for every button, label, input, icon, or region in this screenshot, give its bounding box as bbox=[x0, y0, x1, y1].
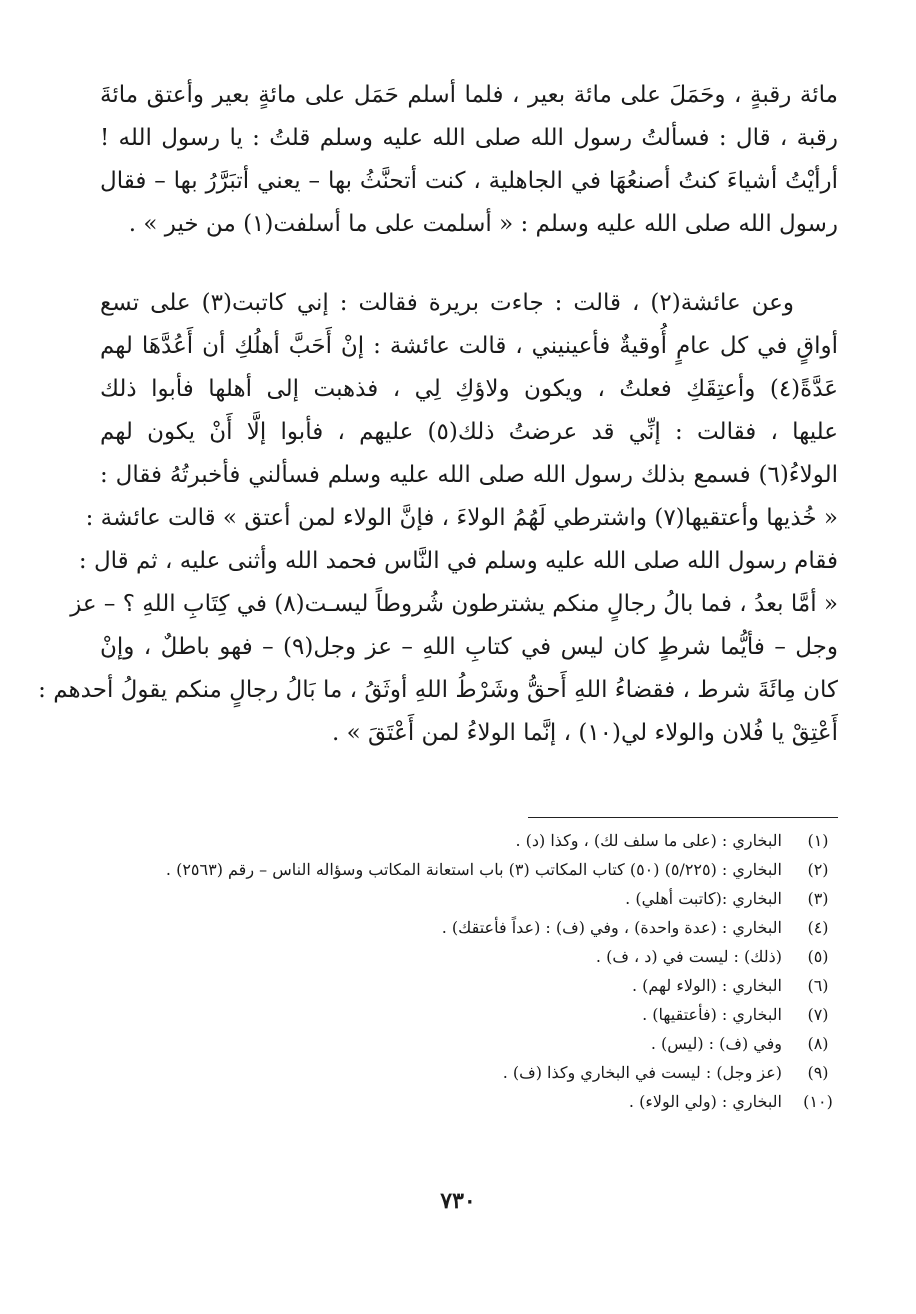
text-line: رقبة ، قال : فسألتُ رسول الله صلى الله عليه وسلم قلتُ : يا رسول الله ! bbox=[100, 125, 838, 151]
text-line: « أمَّا بعدُ ، فما بالُ رجالٍ منكم يشترطون شُروطاً ليسـت(٨) في كِتَابِ اللهِ ؟ – عز bbox=[70, 591, 838, 617]
footnote bbox=[100, 855, 840, 884]
paragraph-1 bbox=[100, 74, 838, 246]
text-line: مائة رقبةٍ ، وحَمَلَ على مائة بعير ، فلما أسلم حَمَل على مائةٍ بعير وأعتق مائةَ bbox=[100, 82, 838, 108]
footnote bbox=[100, 884, 840, 913]
page-number: ٧٣٠ bbox=[440, 1188, 476, 1214]
text-line: كان مِائَةَ شرط ، فقضاءُ اللهِ أَحقُّ وشَرْطُ اللهِ أوثَقُ ، ما بَالُ رجالٍ منكم يقولُ أحدهم : bbox=[38, 677, 838, 703]
footnote bbox=[100, 913, 840, 942]
text-line: عليها ، فقالت : إنِّي قد عرضتُ ذلك(٥) عليهم ، فأبوا إلَّا أَنْ يكون لهم bbox=[100, 419, 838, 445]
footnote-text: وفي (ف) : (ليس) . bbox=[650, 1034, 782, 1053]
footnote-number: (٩) bbox=[807, 1063, 829, 1082]
footnote-text: البخاري : (فأعتقيها) . bbox=[642, 1005, 782, 1024]
footnote bbox=[100, 1087, 840, 1116]
footnote-number: (٨) bbox=[807, 1034, 829, 1053]
footnote-separator bbox=[528, 817, 838, 818]
text-line: عَدَّةً(٤) وأعتِقَكِ فعلتُ ، ويكون ولاؤكِ لِي ، فذهبت إلى أهلها فأبوا ذلك bbox=[100, 376, 838, 402]
text-line: أَعْتِقْ يا فُلان والولاء لي(١٠) ، إنَّما الولاءُ لمن أَعْتَقَ » . bbox=[331, 720, 838, 746]
footnote-number: (١٠) bbox=[803, 1092, 833, 1111]
footnote-text: البخاري :(كاتبت أهلي) . bbox=[625, 889, 782, 908]
text-line: فقام رسول الله صلى الله عليه وسلم في النَّاس فحمد الله وأثنى عليه ، ثم قال : bbox=[78, 548, 838, 574]
footnote-number: (٧) bbox=[807, 1005, 829, 1024]
footnote-number: (١) bbox=[807, 831, 829, 850]
footnote-number: (٤) bbox=[807, 918, 829, 937]
footnote-number: (٦) bbox=[807, 976, 829, 995]
footnote bbox=[100, 942, 840, 971]
footnotes bbox=[100, 826, 840, 1116]
paragraph-2 bbox=[38, 282, 839, 755]
text-line: الولاءُ(٦) فسمع بذلك رسول الله صلى الله عليه وسلم فسألني فأخبرتُهُ فقال : bbox=[100, 462, 838, 488]
footnote bbox=[100, 826, 840, 855]
footnote-text: (عز وجل) : ليست في البخاري وكذا (ف) . bbox=[502, 1063, 782, 1082]
footnote-text: (ذلك) : ليست في (د ، ف) . bbox=[595, 947, 782, 966]
text-line: رسول الله صلى الله عليه وسلم : « أسلمت على ما أسلفت(١) من خير » . bbox=[128, 211, 838, 237]
footnote-text: البخاري : (عدة واحدة) ، وفي (ف) : (عداً فأعتقك) . bbox=[441, 918, 782, 937]
footnote-number: (٣) bbox=[807, 889, 829, 908]
footnote-text: البخاري : (٥/٢٢٥) (٥٠) كتاب المكاتب (٣) باب استعانة المكاتب وسؤاله الناس – رقم (٢٥٦٣) . bbox=[165, 860, 782, 879]
footnote bbox=[100, 1058, 840, 1087]
text-line: أواقٍ في كل عامٍ أُوقيةٌ فأعينيني ، قالت عائشة : إنْ أَحَبَّ أهلُكِ أن أَعُدَّهَا لهم bbox=[100, 333, 838, 359]
text-line: أرأيْتُ أشياءَ كنتُ أصنعُهَا في الجاهلية ، كنت أتحنَّثُ بها – يعني أتبَرَّرُ بها – فقال bbox=[100, 168, 838, 194]
footnote bbox=[100, 1000, 840, 1029]
text-line: وعن عائشة(٢) ، قالت : جاءت بريرة فقالت : إني كاتبت(٣) على تسع bbox=[100, 290, 795, 316]
text-line: « خُذيها وأعتقيها(٧) واشترطي لَهُمُ الولاءَ ، فإنَّ الولاء لمن أعتق » قالت عائشة : bbox=[85, 505, 838, 531]
footnote-number: (٢) bbox=[807, 860, 829, 879]
footnote-number: (٥) bbox=[807, 947, 829, 966]
footnote bbox=[100, 1029, 840, 1058]
footnote-text: البخاري : (على ما سلف لك) ، وكذا (د) . bbox=[515, 831, 782, 850]
text-line: وجل – فأيُّما شرطٍ كان ليس في كتابِ اللهِ – عز وجل(٩) – فهو باطلٌ ، وإنْ bbox=[100, 634, 839, 660]
footnote bbox=[100, 971, 840, 1000]
footnote-text: البخاري : (ولي الولاء) . bbox=[628, 1092, 782, 1111]
footnote-text: البخاري : (الولاء لهم) . bbox=[631, 976, 782, 995]
